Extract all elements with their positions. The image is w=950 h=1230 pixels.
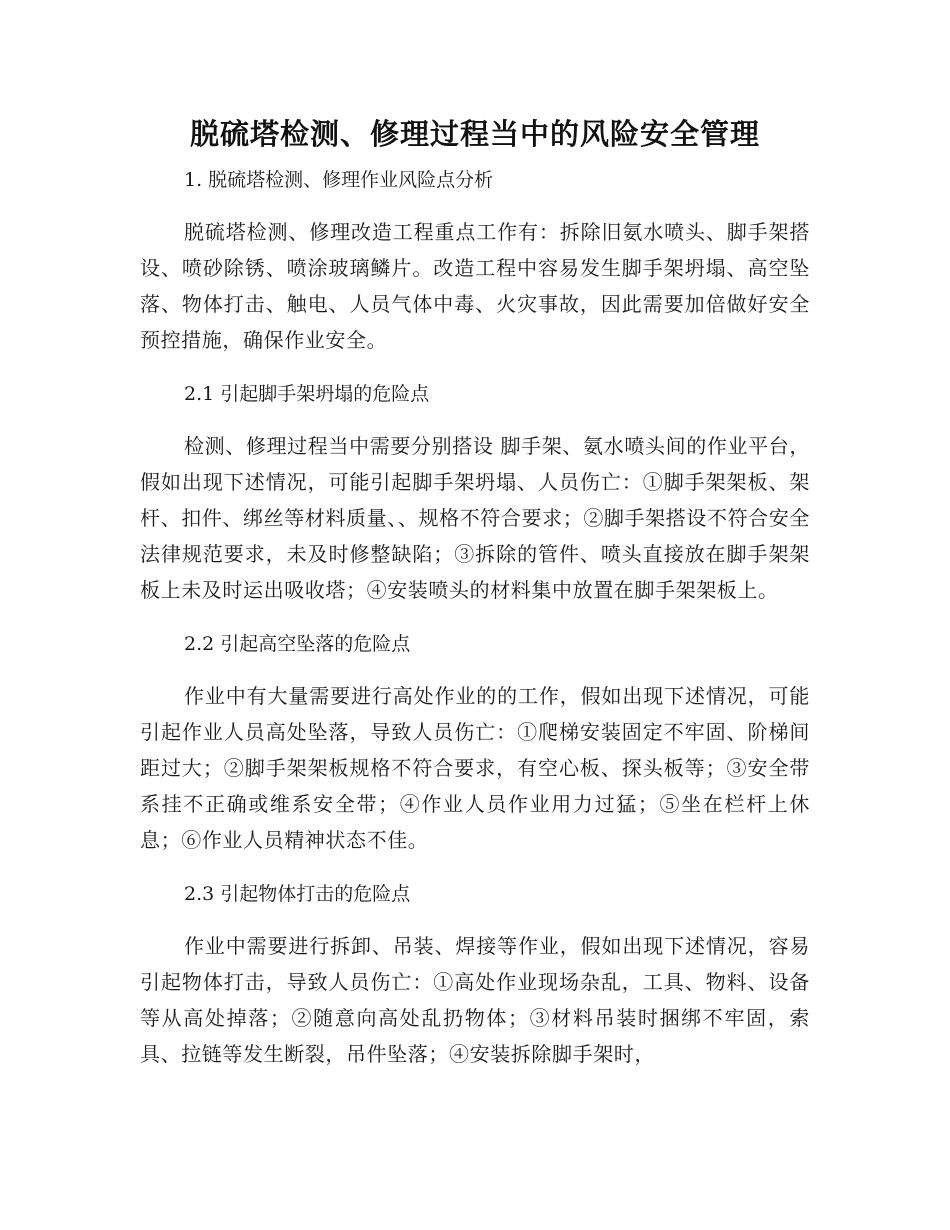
document-title: 脱硫塔检测、修理过程当中的风险安全管理	[189, 117, 760, 151]
section-paragraph-2-1: 检测、修理过程当中需要分别搭设 脚手架、氨水喷头间的作业平台，假如出现下述情况，可能引起脚手架坍塌、人员伤亡：①脚手架架板、架杆、扣件、绑丝等材料质量、、规格不符合要求；②脚手架搭设不符合安全法律规范要求，未及时修整缺陷；③拆除的管件、喷头直接放在脚手架架板上未及时运出吸收塔；④安装喷头的材料集中放置在脚手架架板上。	[140, 434, 810, 602]
section-paragraph-2-2: 作业中有大量需要进行高处作业的的工作，假如出现下述情况，可能引起作业人员高处坠落，导致人员伤亡：①爬梯安装固定不牢固、阶梯间距过大；②脚手架架板规格不符合要求，有空心板、探头板等；③安全带系挂不正确或维系安全带；④作业人员作业用力过猛；⑤坐在栏杆上休息；⑥作业人员精神状态不佳。	[140, 684, 810, 852]
spacer	[140, 662, 810, 678]
section-paragraph-2-3: 作业中需要进行拆卸、吊装、焊接等作业，假如出现下述情况，容易引起物体打击，导致人员伤亡：①高处作业现场杂乱，工具、物料、设备等从高处掉落；②随意向高处乱扔物体；③材料吊装时捆绑不牢固，索具、拉链等发生断裂，吊件坠落；④安装拆除脚手架时，	[140, 934, 810, 1066]
spacer	[140, 198, 810, 214]
spacer	[140, 858, 810, 876]
spacer	[140, 912, 810, 928]
section-heading-1: 1. 脱硫塔检测、修理作业风险点分析	[184, 169, 494, 191]
section-paragraph-1: 脱硫塔检测、修理改造工程重点工作有：拆除旧氨水喷头、脚手架搭设、喷砂除锈、喷涂玻璃鳞片。改造工程中容易发生脚手架坍塌、高空坠落、物体打击、触电、人员气体中毒、火灾事故，因此需要加倍做好安全预控措施，确保作业安全。	[140, 220, 810, 352]
section-heading-2-3: 2.3 引起物体打击的危险点	[184, 883, 411, 905]
spacer	[140, 608, 810, 626]
spacer	[140, 412, 810, 428]
section-heading-2-1: 2.1 引起脚手架坍塌的危险点	[184, 383, 430, 405]
section-heading-2-2: 2.2 引起高空坠落的危险点	[184, 633, 411, 655]
spacer	[140, 358, 810, 376]
